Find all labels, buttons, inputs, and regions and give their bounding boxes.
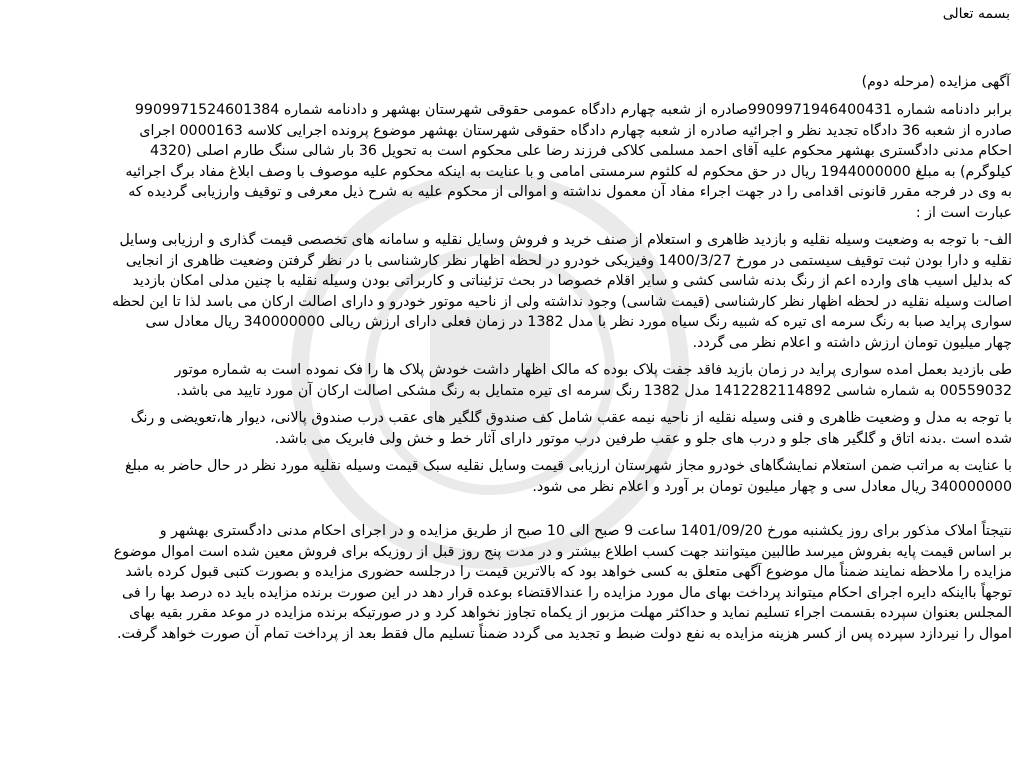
text-line: الف- با توجه به وضعیت وسیله نقلیه و بازدید ظاهری و استعلام از صنف خرید و فروش وسایل نقلیه و سامانه های تخصصی قیمت گذاری و ارزیابی وسایل — [119, 232, 1012, 248]
notice-body — [14, 100, 1012, 651]
text-line: 340000000 ریال معادل سی و چهار میلیون تومان بر آورد و اعلام نظر می شود. — [532, 478, 1012, 495]
text-line: صادره از شعبه 36 دادگاه تجدید نظر و اجرائیه صادره از شعبه چهارم دادگاه حقوقی شهرستان بهشهر موضوع پرونده اجرایی کلاسه 0000163 اجرای — [139, 122, 1012, 139]
text-line: نتیجتاً املاک مذکور برای روز یکشنبه مورخ 1401/09/20 ساعت 9 صبح الی 10 صبح از طریق مزایده و در اجرای احکام مدنی دادگستری بهشهر و — [159, 523, 1012, 539]
paragraph-auction-terms — [14, 521, 1012, 644]
text-line: بر اساس قیمت پایه بفروش میرسد طالبین میتوانند جهت کسب اطلاع بیشتر و در مدت پنج روز قبل از روزیکه برای فروش معین شده است اموال موضوع — [113, 543, 1012, 560]
text-line: احکام مدنی دادگستری بهشهر محکوم علیه آقای احمد مسلمی کلاکی فرزند رضا علی محکوم است به تحویل 36 بار شالی سنگ طارم اصلی (4320 — [150, 143, 1012, 159]
text-line: نقلیه و دارا بودن ثبت توقیف سیستمی در مورخ 1400/3/27 وفیزیکی خودرو در لحظه اظهار نظر کارشناسی با در نظر گرفتن وضعیت ظاهری از انجایی — [125, 252, 1012, 269]
text-line: 00559032 به شماره شاسی 1412282114892 مدل 1382 رنگ سرمه ای تیره متمایل به رنگ مشکی اصالت ارکان آن مورد تایید می باشد. — [176, 382, 1012, 399]
text-line: طی بازدید بعمل امده سواری پراید در زمان بازید فاقد جفت پلاک بوده که مالک اظهار داشت خودش پلاک ها را فک نموده است به شماره موتور — [174, 362, 1012, 378]
paragraph-condition — [14, 408, 1012, 449]
text-line: المجلس بعنوان سپرده بقسمت اجراء تسلیم نماید و حداکثر مهلت مزبور از یکماه تجاوز نخواهد کرد و در صورتیکه برنده مزایده در موعد مقرر بقیه بهای — [129, 605, 1012, 621]
text-line: توجهاً بااینکه دایره اجرای احکام میتواند پرداخت بهای مال مورد مزایده را عندالاقتضاء بوعده قرار دهد در این صورت برنده مزایده باید ده درصد بها را فی — [122, 584, 1012, 601]
text-line: سواری پراید صبا به رنگ سرمه ای تیره که شبیه رنگ سیاه مورد نظر با مدل 1382 در زمان فعلی دارای ارزش ریالی 340000000 ریال معادل سی — [145, 314, 1012, 330]
text-line: مزایده را ملاحظه نمایند ضمناً مال موضوع آگهی متعلق به کسی خواهد بود که بالاترین قیمت را درجلسه حضوری مزایده و بصورت کتبی قبول کرده باشد — [125, 564, 1012, 580]
paragraph-valuation — [14, 456, 1012, 497]
text-line: با عنایت به مراتب ضمن استعلام نمایشگاهای خودرو مجاز شهرستان ارزیابی قیمت وسایل نقلیه سبک قیمت وسیله نقلیه مورد نظر در حال حاضر به مبلغ — [124, 458, 1012, 474]
text-line: چهار میلیون تومان ارزش داشته و اعلام نظر می گردد. — [692, 334, 1012, 351]
paragraph-intro — [14, 100, 1012, 223]
text-line: با توجه به مدل و وضعیت ظاهری و فنی وسیله نقلیه از ناحیه نیمه عقب شامل کف صندوق گلگیر های عقب درب صندوق پالانی، دیوار ها،تعویضی و رنگ — [130, 410, 1012, 426]
paragraph-inspection — [14, 360, 1012, 401]
text-line: عبارت است از : — [915, 204, 1012, 221]
notice-title: آگهی مزایده (مرحله دوم) — [861, 74, 1010, 90]
text-line: به وی در فرجه مقرر قانونی اقدامی را در جهت اجراء مفاد آن معمول نداشته و اموالی از محکوم علیه به شرح ذیل معرفی و توقیف وارزیابی گردیده که — [128, 184, 1012, 200]
text-line: اصالت وسیله نقلیه در لحظه اظهار نظر کارشناسی (قیمت شاسی) وجود نداشته ولی از ناحیه موتور خودرو و دارای اصالت ارکان می باسد لذا تا این لحظه — [111, 293, 1012, 310]
text-line: که بدلیل اسیب های وارده اعم از رنگ بدنه شاسی کشی و سایر اقلام خصوصا در بحث تزئیناتی و کاربراتی بودن وسیله نقلیه با چنین مدلی امکان بازدید — [132, 273, 1012, 289]
text-line: اموال را نیردازد سپرده پس از کسر هزینه مزایده به نفع دولت ضبط و تجدید می گردد ضمناً تسلیم مال فقط بعد از پرداخت تمام آن صورت خواهد گرفت. — [116, 625, 1012, 642]
paragraph-alef — [14, 230, 1012, 353]
header-bismillah: بسمه تعالی — [942, 6, 1010, 22]
text-line: کیلوگرم) به مبلغ 1944000000 ریال در حق محکوم له کلثوم سرمستی امامی و با عنایت به اینکه محکوم علیه موصوف با وصف ابلاغ مفاد برگ اجرائیه — [125, 163, 1012, 180]
text-line: برابر دادنامه شماره 9909971946400431صادره از شعبه چهارم دادگاه عمومی حقوقی شهرستان بهشهر و دادنامه شماره 9909971524601384 — [134, 102, 1012, 118]
text-line: شده است .بدنه اتاق و گلگیر های جلو و درب های جلو و عقب طرفین درب موتور دارای آثار خط و خش ولی فابریک می باشد. — [274, 430, 1012, 447]
